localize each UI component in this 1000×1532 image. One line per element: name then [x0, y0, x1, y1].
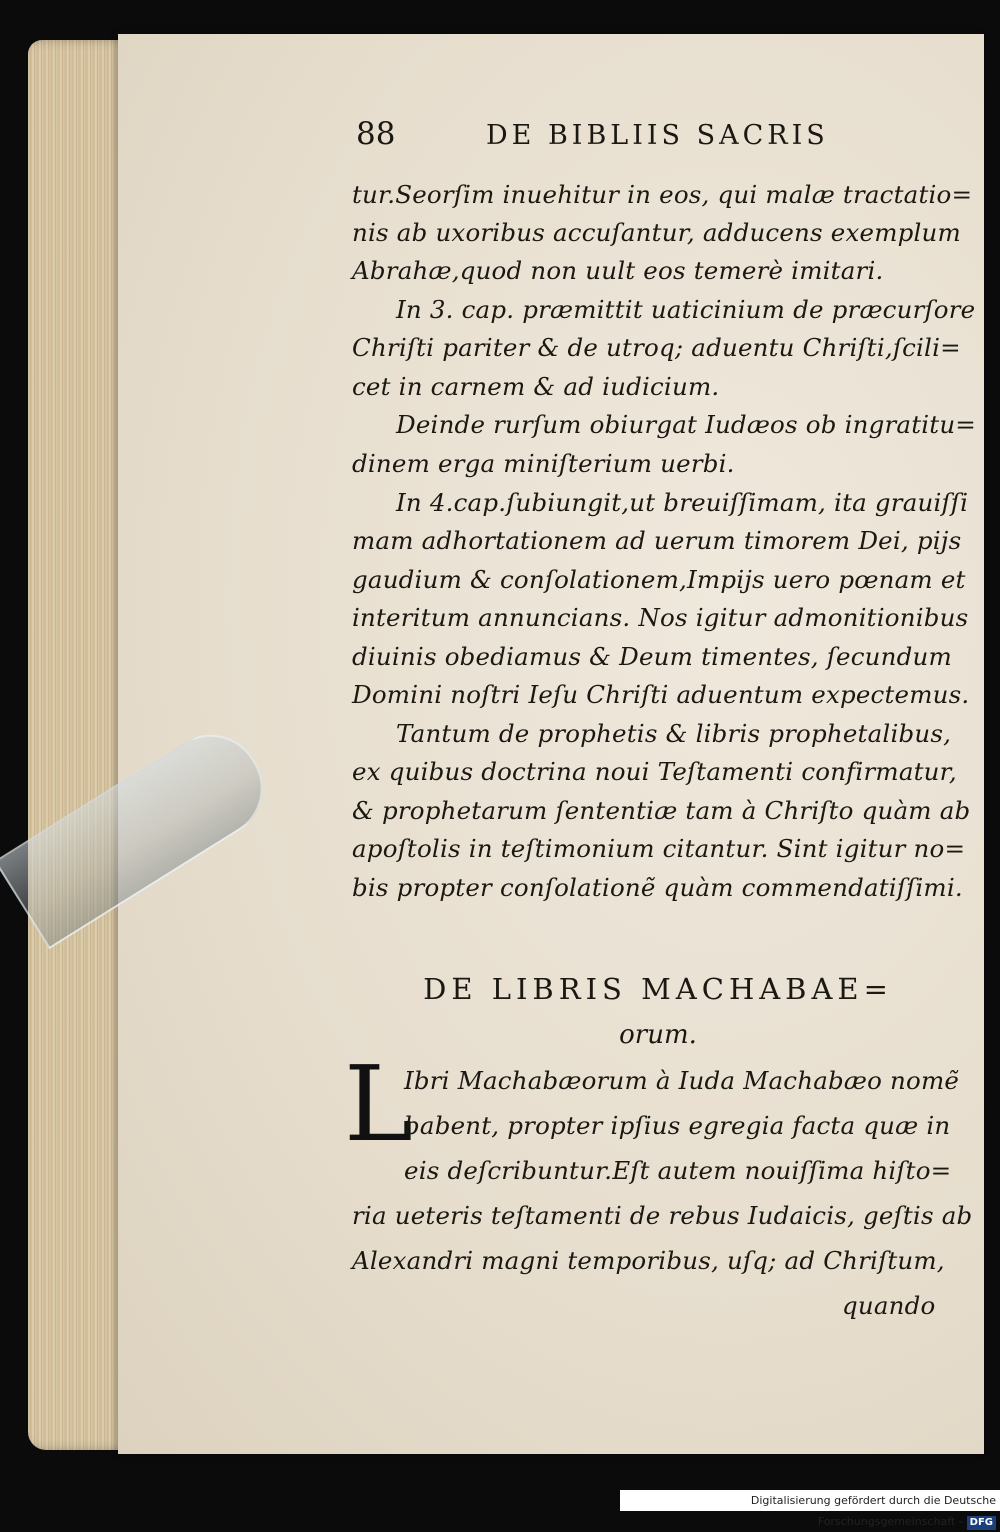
text-line: interitum annuncians. Nos igitur admonitionibus [352, 603, 969, 632]
text-line: nis ab uxoribus accuſantur, adducens exemplum [352, 218, 961, 247]
text-line: eis deſcribuntur.Eſt autem nouiſſima hiſto= [404, 1156, 952, 1185]
text-line: ria ueteris teſtamenti de rebus Iudaicis, geſtis ab [352, 1201, 973, 1230]
page-header [356, 116, 968, 160]
text-line: In 3. cap. præmittit uaticinium de præcurſore [396, 295, 976, 324]
text-line: Deinde rurſum obiurgat Iudæos ob ingratitu= [396, 410, 977, 439]
text-line: tur.Seorſim inuehitur in eos, qui malæ tractatio= [352, 180, 973, 209]
text-line: Ibri Machabæorum à Iuda Machabæo nomẽ [404, 1066, 960, 1095]
text-line: cet in carnem & ad iudicium. [352, 372, 720, 401]
text-line: bis propter conſolationẽ quàm commendatiſſimi. [352, 873, 963, 902]
text-line: Abrahæ,quod non uult eos temerè imitari. [352, 256, 884, 285]
credit-text: Digitalisierung gefördert durch die Deutsche Forschungsgemeinschaft - [750, 1494, 996, 1528]
text-line: & prophetarum ſententiæ tam à Chriſto quàm ab [352, 796, 971, 825]
section-heading: DE LIBRIS MACHABAE= [423, 972, 893, 1006]
section-subheading: orum. [619, 1020, 697, 1050]
text-line: Alexandri magni temporibus, uſq; ad Chriſtum, [352, 1246, 945, 1275]
drop-cap-initial: L [344, 1043, 414, 1165]
catchword: quando [842, 1291, 936, 1320]
dfg-logo: DFG [967, 1516, 996, 1530]
page-number: 88 [356, 116, 396, 152]
text-line: dinem erga miniſterium uerbi. [352, 449, 735, 478]
text-line: babent, propter ipſius egregia facta quæ in [404, 1111, 951, 1140]
digitization-credit [620, 1490, 1000, 1528]
text-line: Domini noſtri Ieſu Chriſti aduentum expectemus. [352, 680, 970, 709]
text-line: ex quibus doctrina noui Teſtamenti confirmatur, [352, 757, 957, 786]
text-line: Chriſti pariter & de utroq; aduentu Chriſti,ſcili= [352, 333, 961, 362]
text-line: gaudium & conſolationem,Impijs uero pœnam et [352, 565, 966, 594]
text-line: mam adhortationem ad uerum timorem Dei, pijs [352, 526, 962, 555]
text-line: In 4.cap.ſubiungit,ut breuiſſimam, ita grauiſſi [396, 488, 969, 517]
text-line: Tantum de prophetis & libris prophetalibus, [396, 719, 952, 748]
running-title: DE BIBLIIS SACRIS [486, 120, 829, 151]
text-line: apoſtolis in teſtimonium citantur. Sint igitur no= [352, 834, 966, 863]
text-line: diuinis obediamus & Deum timentes, ſecundum [352, 642, 952, 671]
